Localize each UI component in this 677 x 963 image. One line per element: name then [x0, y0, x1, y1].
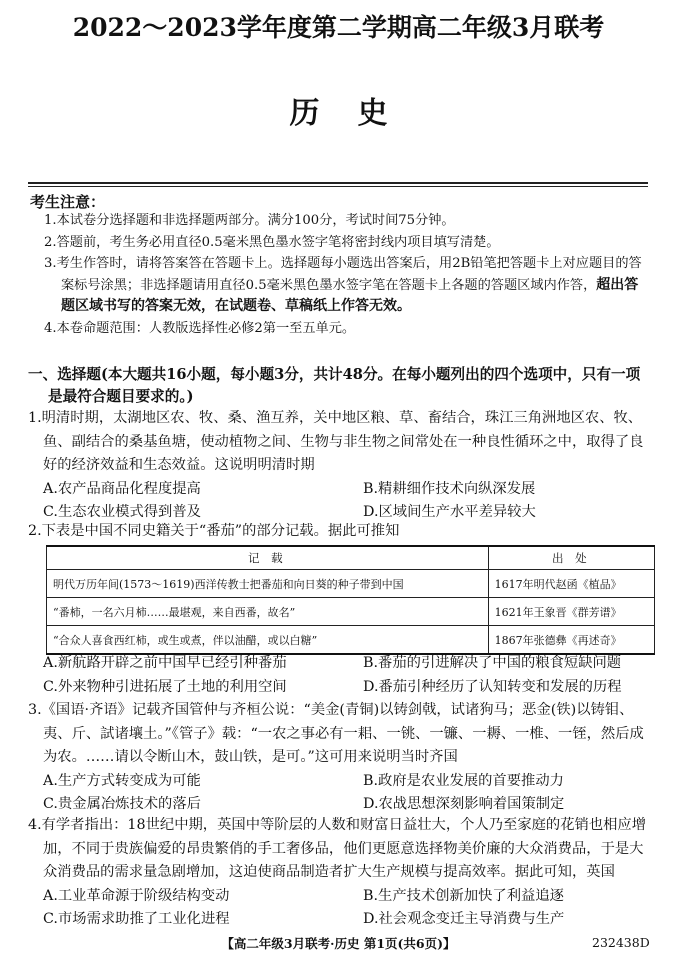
notice-item-3-text: 3.考生作答时，请将答案答在答题卡上。选择题每小题选出答案后，用2B铅笔把答题卡上对应题目的答案标号涂黑；非选择题请用直径0.5毫米黑色墨水签字笔在答题卡上各题的答题区域内作答， — [44, 256, 642, 293]
notice-item-4: 4.本卷命题范围：人教版选择性必修2第一至五单元。 — [44, 320, 356, 336]
question-1-options — [28, 478, 654, 525]
question-4-option-d: D.社会观念变迁主导消费与生产 — [363, 911, 565, 927]
question-3-option-b: B.政府是农业发展的首要推动力 — [363, 772, 564, 789]
notice-item-2: 2.答题前，考生务必用直径0.5毫米黑色墨水签字笔将密封线内项目填写清楚。 — [44, 234, 500, 250]
table-row — [47, 626, 655, 655]
question-2-options — [28, 652, 654, 699]
records-table — [46, 545, 655, 655]
header-divider-thin — [28, 186, 648, 187]
question-2 — [28, 520, 654, 544]
question-1-option-b: B.精耕细作技术向纵深发展 — [363, 480, 536, 497]
question-2-option-c: C.外来物种引进拓展了土地的利用空间 — [43, 678, 287, 695]
question-4-options — [28, 885, 654, 932]
record-cell: “番柿，一名六月柿……最堪观，来自西番，故名” — [47, 598, 489, 626]
notice-title: 考生注意： — [30, 193, 106, 211]
page-footer: 【高二年级3月联考·历史 第1页(共6页)】 — [221, 936, 456, 951]
question-4-option-a: A.工业革命源于阶级结构变动 — [43, 887, 230, 904]
question-1-option-c: C.生态农业模式得到普及 — [43, 504, 201, 520]
source-cell: 1617年明代赵函《植品》 — [488, 570, 654, 598]
notice-item-3 — [44, 253, 652, 318]
question-3-option-a: A.生产方式转变成为可能 — [43, 772, 201, 789]
source-cell: 1867年张德彝《再述奇》 — [488, 626, 654, 655]
header-divider-thick — [28, 182, 648, 184]
question-1-option-a: A.农产品商品化程度提高 — [43, 480, 201, 497]
question-3-option-d: D.农战思想深刻影响着国策制定 — [363, 796, 565, 812]
question-2-option-b: B.番茄的引进解决了中国的粮食短缺问题 — [363, 655, 622, 671]
question-3 — [28, 699, 654, 817]
notice-item-3-emphasis: 超出答题区域书写的答案无效，在试题卷、草稿纸上作答无效。 — [61, 276, 639, 314]
source-cell: 1621年王象晋《群芳谱》 — [488, 598, 654, 626]
record-cell: 明代万历年间(1573～1619)西洋传教士把番茄和向日葵的种子带到中国 — [47, 570, 489, 598]
record-cell: “合众人喜食西红柿，或生或煮，伴以油醋，或以白糖” — [47, 626, 489, 655]
paper-code: 232438D — [592, 935, 650, 950]
notice-item-1: 1.本试卷分选择题和非选择题两部分。满分100分，考试时间75分钟。 — [44, 213, 455, 228]
question-4 — [28, 814, 654, 932]
table-row — [47, 598, 655, 626]
notice-list — [44, 210, 652, 339]
subject-title: 历史 — [289, 96, 426, 131]
question-2-stem: 2.下表是中国不同史籍关于“番茄”的部分记载。据此可推知 — [28, 523, 400, 539]
question-3-stem: 3.《国语·齐语》记载齐国管仲与齐桓公说：“美金(青铜)以铸剑戟，试诸狗马；恶金(铁)以铸钼、夷、斤、試诸壤土。”《管子》载：“一农之事必有一耜、一铫、一镰、一耨、一椎、一铚，然后成为农。……请以令断山木，鼓山铁，是可。”这可用来说明当时齐国 — [28, 702, 644, 765]
records-header-source: 出 处 — [488, 546, 654, 570]
section-heading-line2: 是最符合题目要求的。) — [48, 388, 194, 405]
exam-title: 2022～2023学年度第二学期高二年级3月联考 — [72, 13, 605, 42]
records-header-record: 记 载 — [47, 546, 489, 570]
table-row — [47, 570, 655, 598]
question-2-option-d: D.番茄引种经历了认知转变和发展的历程 — [363, 678, 622, 695]
section-heading-line1: 一、选择题(本大题共16小题，每小题3分，共计48分。在每小题列出的四个选项中，只有一项 — [28, 366, 641, 383]
question-3-option-c: C.贵金属冶炼技术的落后 — [43, 796, 201, 812]
question-1 — [28, 407, 654, 525]
question-1-stem: 1.明清时期，太湖地区农、牧、桑、渔互养，关中地区粮、草、畜结合，珠江三角洲地区农、牧、鱼、副结合的桑基鱼塘，使动植物之间、生物与非生物之间常处在一种良性循环之中，取得了良好的经济效益和生态效益。这说明明清时期 — [28, 410, 644, 473]
question-4-option-b: B.生产技术创新加快了利益追逐 — [363, 887, 564, 904]
section-heading — [28, 364, 650, 408]
question-4-stem: 4.有学者指出：18世纪中期，英国中等阶层的人数和财富日益壮大，个人乃至家庭的花销也相应增加，不同于贵族偏爱的昂贵繁俏的手工奢侈品，他们更愿意选择物美价廉的大众消费品，于是大众消费品的需求量急剧增加，这迫使商品制造者扩大生产规模与提高效率。据此可知，英国 — [28, 817, 647, 880]
question-2-option-a: A.新航路开辟之前中国早已经引种番茄 — [43, 655, 287, 671]
question-3-options — [28, 770, 654, 817]
question-2-options-block — [28, 652, 654, 699]
records-table-header — [47, 546, 655, 570]
question-4-option-c: C.市场需求助推了工业化进程 — [43, 911, 230, 927]
question-1-option-d: D.区域间生产水平差异较大 — [363, 504, 536, 520]
